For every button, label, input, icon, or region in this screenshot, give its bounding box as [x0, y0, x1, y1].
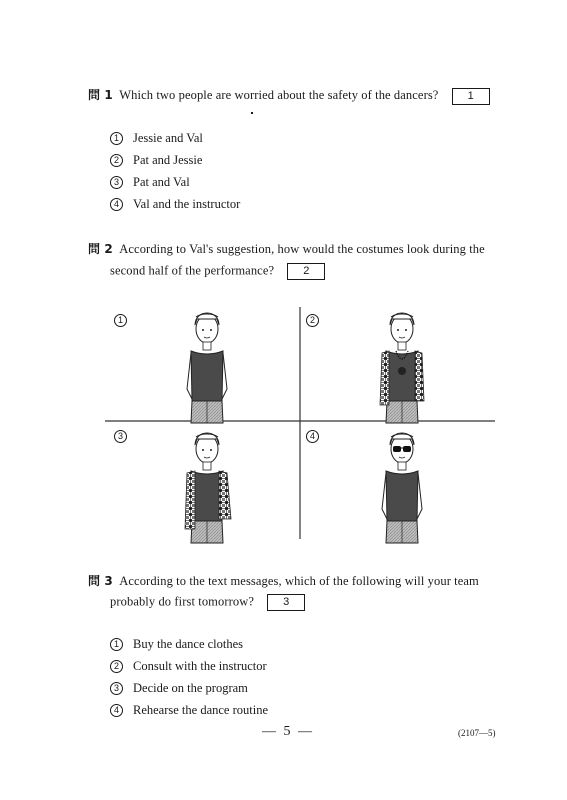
- q3-option-1[interactable]: [110, 637, 243, 652]
- page-number: — 5 —: [262, 724, 314, 739]
- figure-tank-top-only-icon: [187, 313, 227, 423]
- q2-prompt-line1: [88, 240, 485, 257]
- picture-1-number[interactable]: 1: [114, 314, 127, 327]
- q3-prompt-line1: [88, 572, 479, 589]
- q2-number: 問 2: [88, 242, 113, 256]
- option-text: Decide on the program: [133, 681, 248, 695]
- q1-prompt: [88, 86, 490, 105]
- q3-option-4[interactable]: [110, 703, 268, 718]
- q3-prompt-line2: [110, 594, 305, 611]
- figure-plaid-jacket-necklace-icon: [380, 313, 424, 423]
- option-text: Jessie and Val: [133, 131, 203, 145]
- q3-answer-box[interactable]: 3: [267, 594, 305, 611]
- q2-prompt-line2: [110, 263, 325, 280]
- picture-3-number[interactable]: 3: [114, 430, 127, 443]
- option-text: Pat and Jessie: [133, 153, 203, 167]
- q3-option-2[interactable]: [110, 659, 267, 674]
- option-number-circle: 1: [110, 638, 123, 651]
- figure-plaid-jacket-icon: [185, 433, 231, 543]
- option-text: Consult with the instructor: [133, 659, 267, 673]
- option-text: Rehearse the dance routine: [133, 703, 269, 717]
- option-text: Buy the dance clothes: [133, 637, 244, 651]
- q2-answer-box[interactable]: 2: [287, 263, 325, 280]
- q1-option-1[interactable]: [110, 131, 203, 146]
- q1-option-2[interactable]: [110, 153, 202, 168]
- option-number-circle: 1: [110, 132, 123, 145]
- option-number-circle: 2: [110, 154, 123, 167]
- option-number-circle: 4: [110, 198, 123, 211]
- option-text: Val and the instructor: [133, 197, 241, 211]
- picture-4-number[interactable]: 4: [306, 430, 319, 443]
- exam-code: (2107—5): [458, 728, 496, 738]
- picture-2-number[interactable]: 2: [306, 314, 319, 327]
- costume-picture-grid: [105, 305, 500, 545]
- figure-sunglasses-icon: [382, 433, 422, 543]
- q1-option-3[interactable]: [110, 175, 190, 190]
- q1-answer-box[interactable]: 1: [452, 88, 490, 105]
- option-number-circle: 4: [110, 704, 123, 717]
- stray-dot: [251, 112, 253, 114]
- q2-text-line1: According to Val's suggestion, how would the costumes look during the: [119, 242, 485, 256]
- q3-text-line1: According to the text messages, which of the following will your team: [119, 574, 479, 588]
- q2-text-line2: second half of the performance?: [110, 263, 275, 278]
- option-number-circle: 3: [110, 682, 123, 695]
- option-number-circle: 3: [110, 176, 123, 189]
- q1-number: 問 1: [88, 88, 113, 102]
- q3-option-3[interactable]: [110, 681, 248, 696]
- q3-number: 問 3: [88, 574, 113, 588]
- q1-text: Which two people are worried about the safety of the dancers?: [119, 88, 439, 102]
- q1-option-4[interactable]: [110, 197, 240, 212]
- option-text: Pat and Val: [133, 175, 190, 189]
- q3-text-line2: probably do first tomorrow?: [110, 594, 254, 609]
- option-number-circle: 2: [110, 660, 123, 673]
